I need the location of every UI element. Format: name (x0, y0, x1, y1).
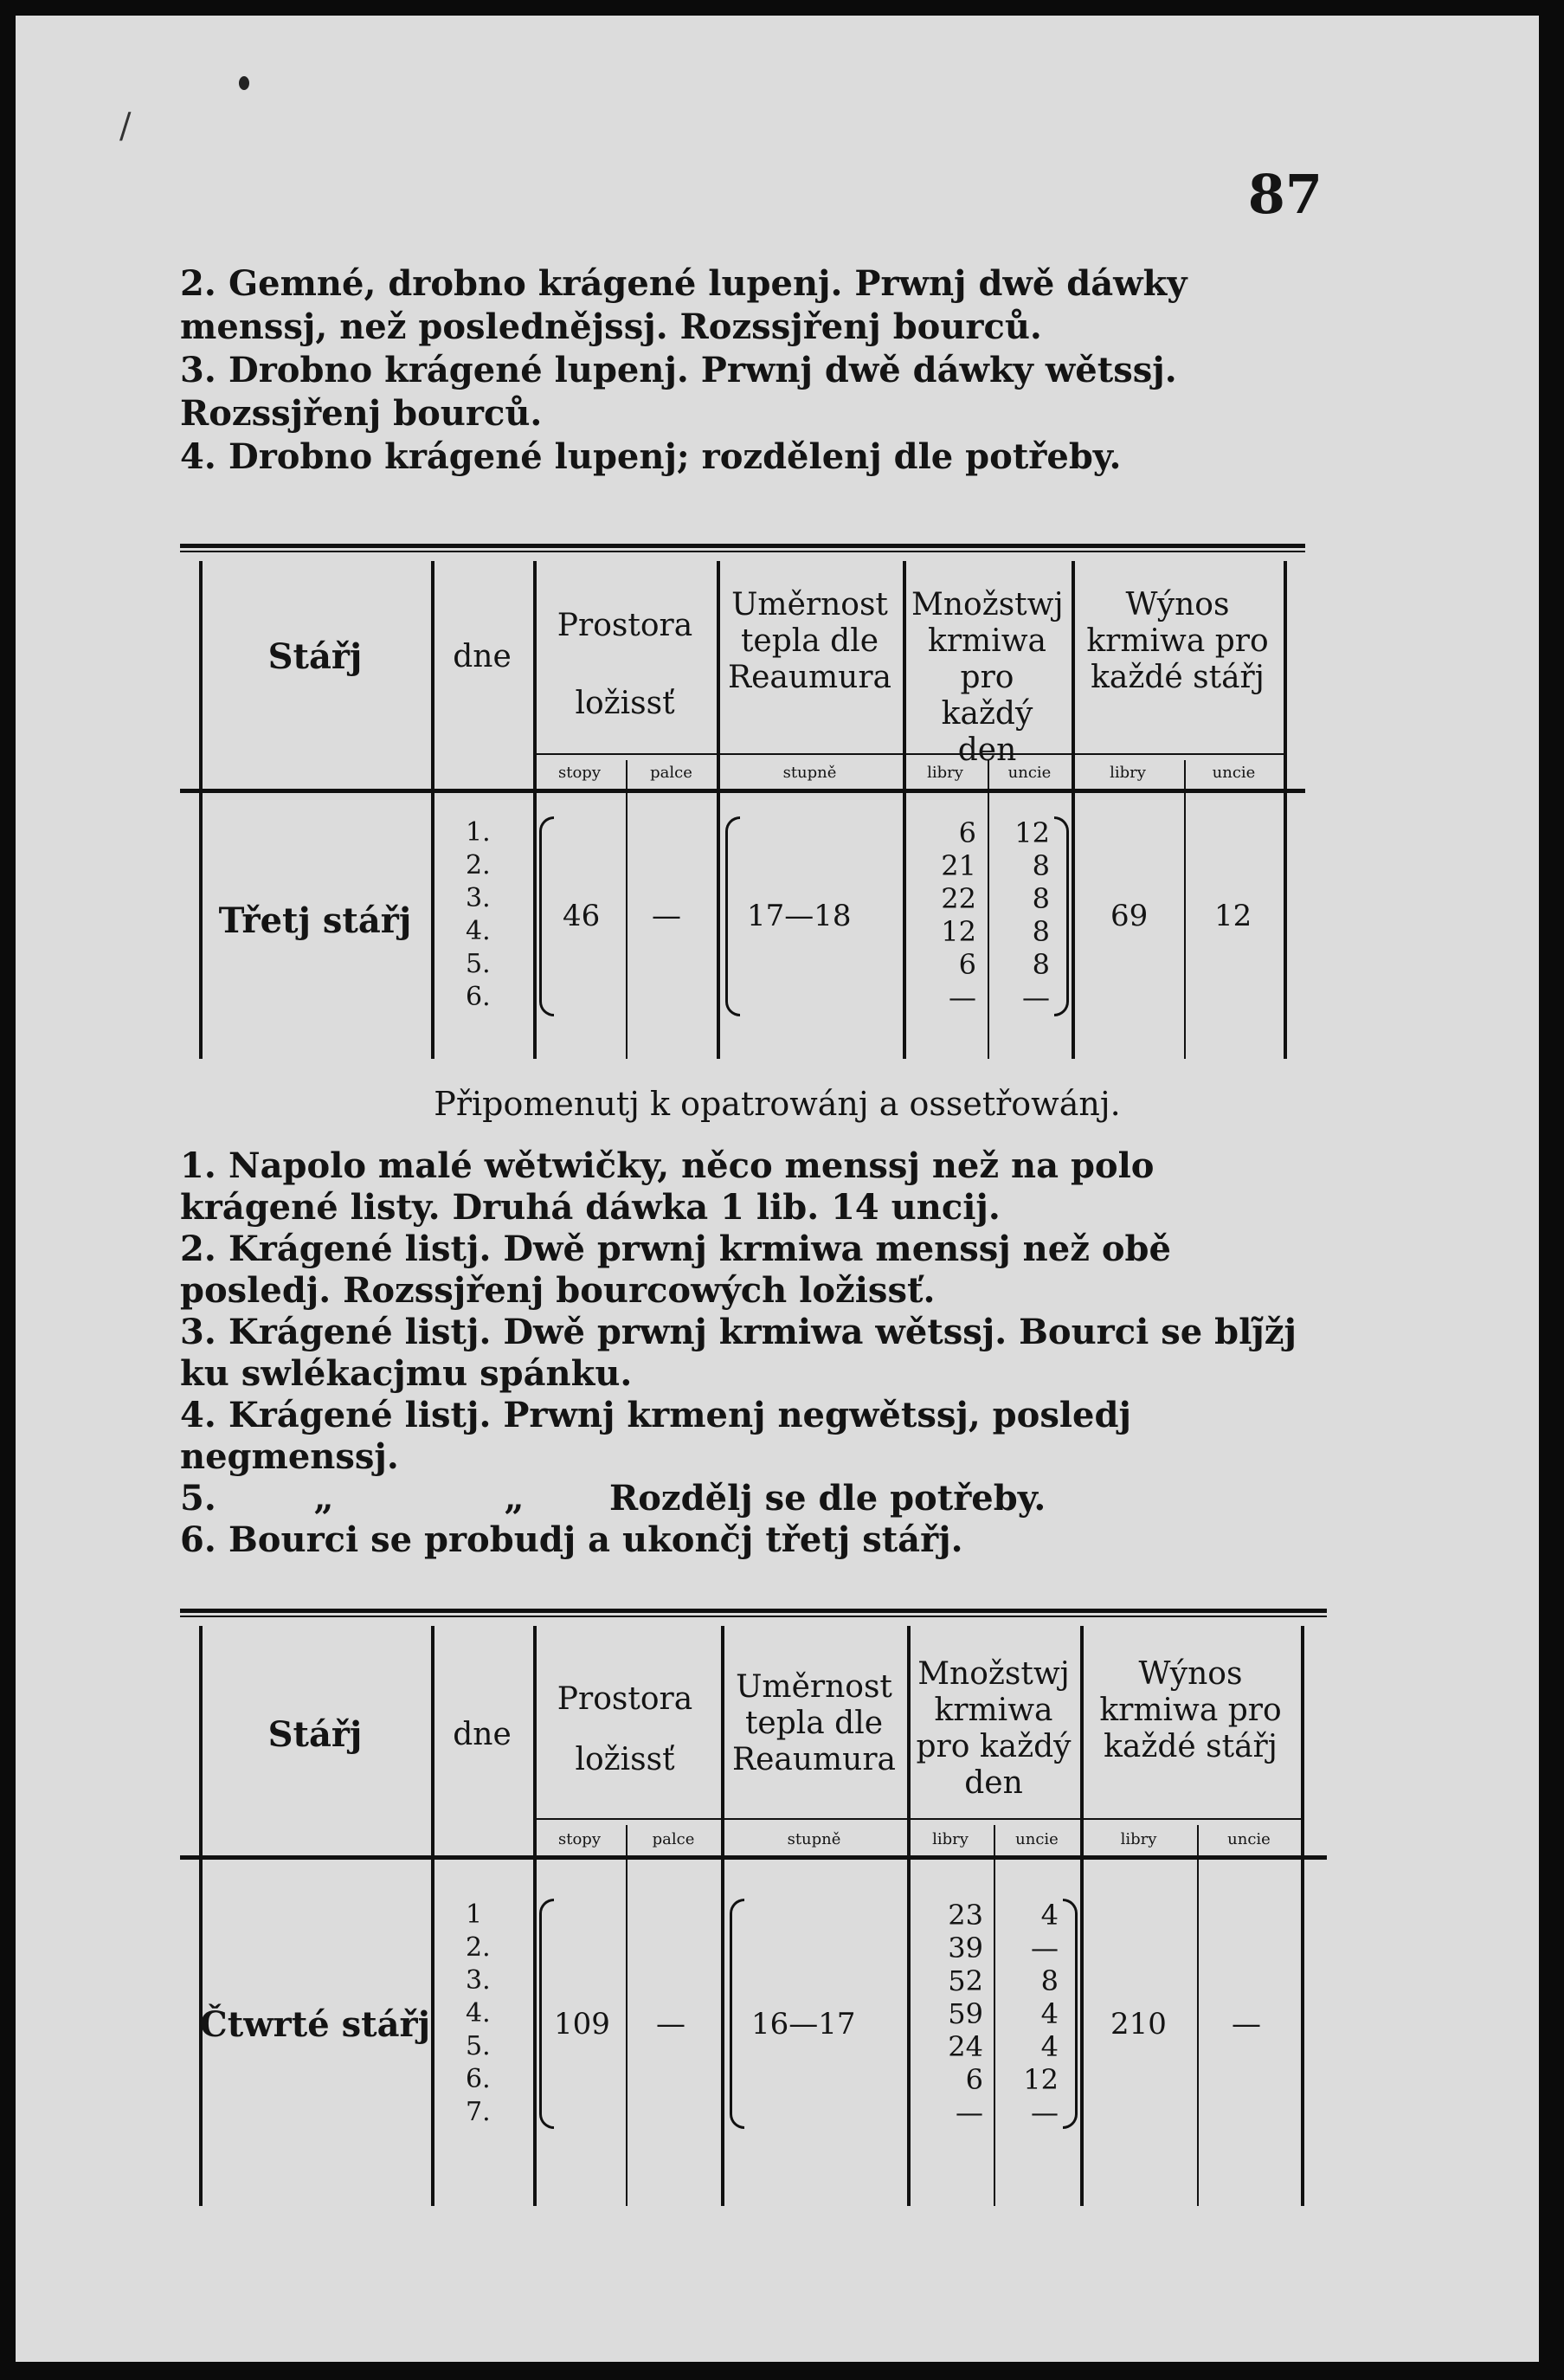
stage-label: Třetj stářj (218, 900, 412, 941)
notes-list (180, 1145, 1305, 1561)
brace-total (1054, 816, 1069, 1016)
subheader-uncie-total-2: uncie (1227, 1830, 1271, 1848)
note-3: 3. Krágené listj. Dwě prwnj krmiwa wětssj. Bourci se blj̃žj ku swlékacjmu spánku. (180, 1312, 1297, 1394)
day-list: 1. 2. 3. 4. 5. 6. (466, 817, 491, 1012)
pounds-column-2: 23 39 52 59 24 6 — (948, 1899, 983, 2129)
intro-item-3: 3. Drobno krágené lupenj. Prwnj dwě dáwky wětssj. Rozssjřenj bourců. (180, 350, 1177, 434)
stage-label-2: Čtwrté stářj (199, 2004, 431, 2045)
subheader-libry-2: libry (932, 1830, 969, 1848)
header-mnozstwi: Množstwj krmiwa pro každý den (911, 587, 1064, 768)
subheader-stupne: stupně (782, 764, 837, 782)
note-4: 4. Krágené listj. Prwnj krmenj negwětssj, posledj negmenssj. (180, 1395, 1131, 1477)
note-5: 5. „ „ Rozdělj se dle potřeby. (180, 1478, 1046, 1519)
header-wynos-2: Wýnos krmiwa pro každé stářj (1099, 1656, 1282, 1764)
note-6: 6. Bourci se probudj a ukončj třetj stářj. (180, 1519, 963, 1560)
subheader-stopy-2: stopy (558, 1830, 601, 1848)
header-umernost: Uměrnost tepla dle Reaumura (727, 587, 892, 695)
space-feet: 46 (563, 899, 601, 933)
temperature: 17—18 (747, 899, 852, 933)
header-mnozstwi-2: Množstwj krmiwa pro každý den (916, 1656, 1072, 1801)
header-umernost-2: Uměrnost tepla dle Reaumura (731, 1669, 897, 1777)
intro-item-2: 2. Gemné, drobno krágené lupenj. Prwnj dwě dáwky menssj, než poslednějssj. Rozssjřenj bourců. (180, 263, 1187, 347)
header-wynos: Wýnos krmiwa pro každé stářj (1086, 587, 1269, 695)
subheader-uncie: uncie (1007, 764, 1052, 782)
subheader-libry-total: libry (1110, 764, 1146, 782)
subheader-palce: palce (650, 764, 692, 782)
note-1: 1. Napolo malé wětwičky, něco menssj než na polo krágené listy. Druhá dáwka 1 lib. 14 uncij. (180, 1145, 1155, 1228)
ink-mark: / (119, 106, 132, 146)
total-pounds-2: 210 (1110, 2007, 1167, 2041)
header-dne-2: dne (453, 1717, 512, 1752)
day-list-2: 1 2. 3. 4. 5. 6. 7. (466, 1899, 491, 2127)
pounds-column: 6 21 22 12 6 — (941, 816, 976, 1014)
space-feet-2: 109 (554, 2007, 610, 2041)
subheader-libry-total-2: libry (1120, 1830, 1157, 1848)
header-stari-2: Stářj (267, 1714, 363, 1755)
ounces-column: 12 8 8 8 8 — (1014, 816, 1050, 1014)
header-prostora: Prostora ložissť (557, 608, 693, 721)
ounces-column-2: 4 — 8 4 4 12 — (1023, 1899, 1059, 2129)
total-ounces-2: — (1232, 2007, 1261, 2041)
header-prostora-2: Prostora ložissť (557, 1681, 693, 1777)
ink-dot (239, 76, 249, 90)
note-2: 2. Krágené listj. Dwě prwnj krmiwa menssj než obě posledj. Rozssjřenj bourcowých ložissť. (180, 1229, 1171, 1311)
brace-total-2 (1063, 1899, 1078, 2129)
total-pounds: 69 (1110, 899, 1149, 933)
brace-days (539, 816, 554, 1016)
brace-days-2 (539, 1899, 554, 2129)
page-number: 87 (1247, 163, 1323, 226)
subheader-palce-2: palce (652, 1830, 695, 1848)
subheader-uncie-2: uncie (1015, 1830, 1059, 1848)
intro-item-4: 4. Drobno krágené lupenj; rozdělenj dle potřeby. (180, 436, 1122, 477)
space-inches: — (652, 899, 681, 933)
subheader-uncie-total: uncie (1212, 764, 1256, 782)
subheader-stopy: stopy (558, 764, 601, 782)
book-page (16, 16, 1539, 2362)
notes-heading: Připomenutj k opatrowánj a ossetřowánj. (434, 1085, 1121, 1123)
subheader-libry: libry (927, 764, 963, 782)
brace-temp-2 (730, 1899, 744, 2129)
header-dne: dne (453, 639, 512, 674)
table-third-stage (180, 544, 1305, 1059)
total-ounces: 12 (1214, 899, 1252, 933)
header-stari: Stářj (267, 636, 363, 677)
table-fourth-stage (180, 1609, 1327, 2206)
space-inches-2: — (656, 2007, 685, 2041)
brace-temp (725, 816, 740, 1016)
temperature-2: 16—17 (751, 2007, 856, 2041)
subheader-stupne-2: stupně (787, 1830, 841, 1848)
